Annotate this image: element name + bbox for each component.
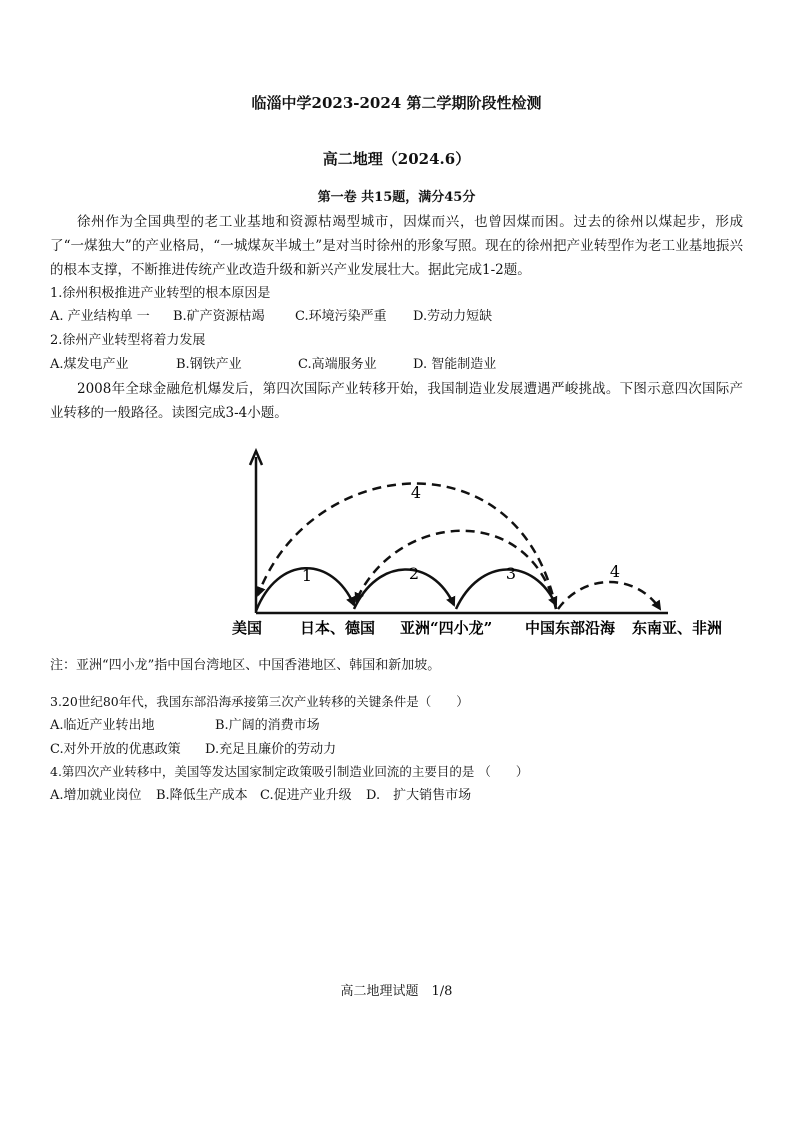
region-sea-africa: 东南亚、非洲 [632,619,723,637]
region-usa: 美国 [232,619,263,637]
q1-option-b: B.矿产资源枯竭 [173,309,265,324]
page-footer: 高二地理试题 1/8 [340,984,453,999]
arrow-label-4-right: 4 [609,562,621,581]
q1-option-a: A. 产业结构单 一 [50,309,150,324]
passage-industry-transfer: 2008年全球金融危机爆发后，第四次国际产业转移开始，我国制造业发展遭遇严峻挑战。下图示意四次国际产业转移的一般路径。读图完成3-4小题。 [50,381,743,421]
question-2-stem: 2.徐州产业转型将着力发展 [50,333,206,348]
q3-option-a: A.临近产业转出地 [50,718,155,733]
section-heading: 第一卷 共15题，满分45分 [317,190,476,205]
q4-option-c: C.促进产业升级 [260,788,352,803]
question-3-options-row2 [50,740,336,760]
q2-option-a: A.煤发电产业 [50,357,129,372]
question-3-stem: 3.20世纪80年代，我国东部沿海承接第三次产业转移的关键条件是（ ） [50,694,469,709]
arrow-label-1: 1 [301,566,313,585]
question-2-options [50,355,496,375]
question-4-options [50,786,471,806]
transfer-arrow-4-to-usa [258,483,556,609]
passage-xuzhou: 徐州作为全国典型的老工业基地和资源枯竭型城市，因煤而兴，也曾因煤而困。过去的徐州以煤起步，形成了“一煤独大”的产业格局，“一城煤灰半城土”是对当时徐州的形象写照。现在的徐州把产业转型作为老工业基地振兴的根本支撑，不断推进传统产业改造升级和新兴产业发展壮大。据此完成1-2题。 [50,214,743,278]
question-3-options-row1 [50,716,320,736]
q3-option-d: D.充足且廉价的劳动力 [205,742,337,757]
region-four-dragons: 亚洲“四小龙” [400,619,493,637]
q4-option-d: D. 扩大销售市场 [366,788,472,803]
q1-option-d: D.劳动力短缺 [413,309,493,324]
transfer-arrow-4-to-japan [356,531,556,609]
question-4-stem: 4.第四次产业转移中，美国等发达国家制定政策吸引制造业回流的主要目的是 （ ） [50,764,529,779]
q3-option-b: B.广阔的消费市场 [215,718,320,733]
industry-transfer-diagram [220,445,750,645]
question-1-options [50,307,492,327]
q2-option-d: D. 智能制造业 [413,357,497,372]
diagram-note: 注：亚洲“四小龙”指中国台湾地区、中国香港地区、韩国和新加坡。 [50,658,441,673]
q1-option-c: C.环境污染严重 [295,309,387,324]
transfer-arrow-2 [354,569,454,609]
question-1-stem: 1.徐州积极推进产业转型的根本原因是 [50,286,271,301]
region-east-china: 中国东部沿海 [525,619,616,637]
q3-option-c: C.对外开放的优惠政策 [50,742,181,757]
region-japan-germany: 日本、德国 [300,619,376,637]
arrow-label-3: 3 [505,564,517,583]
exam-title: 临淄中学2023-2024 第二学期阶段性检测 [251,94,542,112]
q4-option-a: A.增加就业岗位 [50,788,142,803]
q2-option-b: B.钢铁产业 [176,357,242,372]
q4-option-b: B.降低生产成本 [156,788,248,803]
arrow-label-4-top: 4 [410,483,422,502]
exam-subtitle: 高二地理（2024.6） [322,150,471,168]
transfer-arrow-4-to-sea [558,582,660,609]
q2-option-c: C.高端服务业 [298,357,377,372]
arrow-label-2: 2 [408,564,420,583]
